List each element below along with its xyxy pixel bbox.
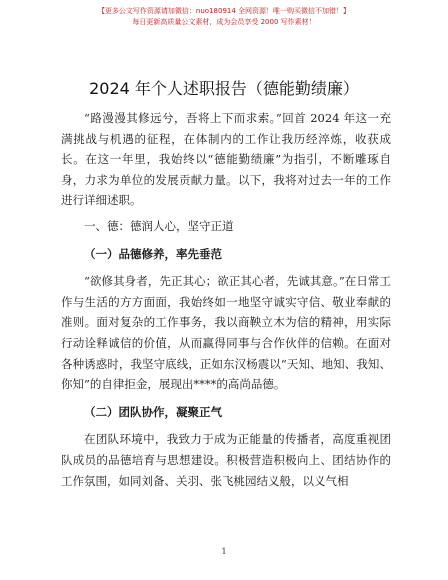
- section-heading-1: 一、德：德润人心，坚守正道: [84, 218, 234, 233]
- banner-line-2: 每日更新高质量公文素材，成为会员享受 2000 写作素材！: [132, 18, 316, 26]
- document-title: 2024 年个人述职报告（德能勤绩廉）: [89, 79, 359, 98]
- paragraph-2: 在团队环境中，我致力于成为正能量的传播者，高度重视团队成员的品德培育与思想建设。积极营造积极向上、团结协作的工作氛围，如同刘备、关羽、张飞桃园结义般，以义气相: [61, 432, 391, 488]
- header-banner: [0, 6, 448, 28]
- paragraph-1: “欲修其身者，先正其心；欲正其心者，先诚其意。”在日常工作与生活的方方面面，我始终如一地坚守诚实守信、敬业奉献的准则。面对复杂的工作事务，我以商鞅立木为信的精神，用实际行动诠释诚信的价值，从而赢得同事与合作伙伴的信赖。在面对各种诱惑时，我坚守底线，正如东汉杨震以“天知、地知、我知、你知”的自律拒金，展现出****的高尚品德。: [61, 274, 391, 392]
- intro-paragraph: “路漫漫其修远兮，吾将上下而求索。”回首 2024 年这一充满挑战与机遇的征程，在体制内的工作让我历经淬炼，收获成长。在这一年里，我始终以“德能勤绩廉”为指引，不断雕琢自身，力求为单位的发展贡献力量。以下，我将对过去一年的工作进行详细述职。: [61, 111, 391, 208]
- page-number: 1: [221, 547, 227, 556]
- document-body: [61, 108, 391, 491]
- subsection-heading-2: （二）团队协作，凝聚正气: [84, 404, 222, 419]
- banner-line-1: 【更多公文写作资源请加微信：nuo180914 全网资源！唯一购买微信不加错！】: [97, 7, 351, 15]
- subsection-heading-1: （一）品德修养，率先垂范: [84, 246, 222, 261]
